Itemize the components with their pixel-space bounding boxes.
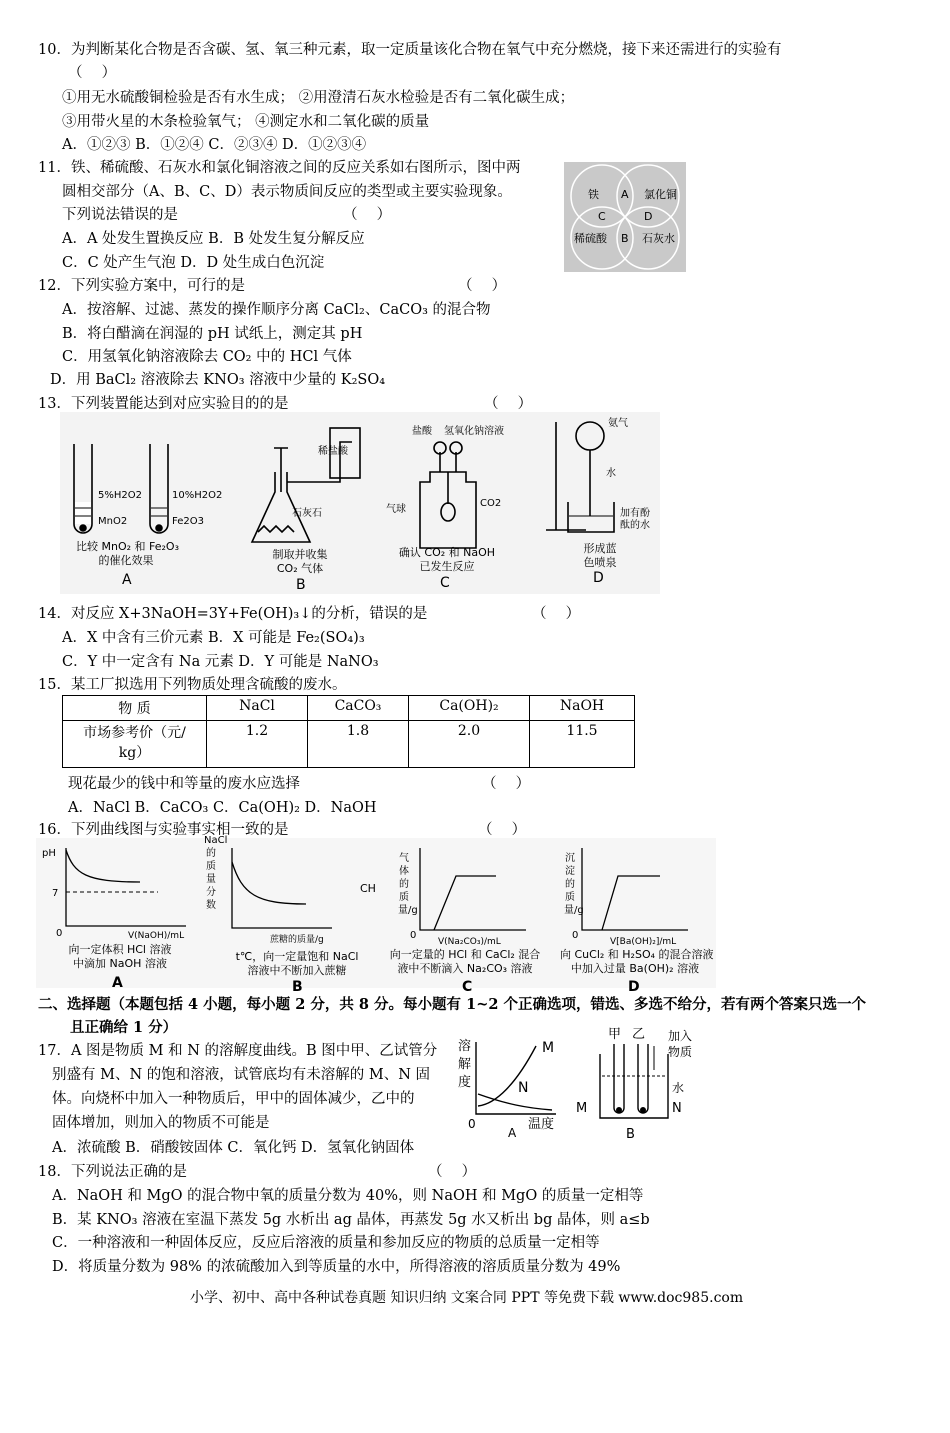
solubility-m-label: M [542, 1040, 555, 1056]
beaker-m-label: M [576, 1101, 588, 1116]
q14-stem: 14．对反应 X+3NaOH=3Y+Fe(OH)₃↓的分析，错误的是 [38, 606, 428, 622]
solubility-letter: A [508, 1126, 517, 1138]
apparatus-a-label-2: 10%H2O2 [172, 490, 223, 501]
q10-blank: （ ） [68, 65, 117, 81]
q10-stem: 10．为判断某化合物是否含碳、氢、氧三种元素，取一定质量该化合物在氧气中充分燃烧，接下来还需进行的实验有 [38, 42, 782, 58]
graph-a-y-label: pH [42, 848, 56, 859]
apparatus-c-label-1: 盐酸 [412, 426, 432, 437]
q14-options-cd: C．Y 中一定含有 Na 元素 D．Y 可能是 NaNO₃ [62, 654, 379, 670]
solubility-y-1: 溶 [458, 1039, 472, 1054]
beaker-add-label-2: 物质 [668, 1045, 693, 1059]
q10-statement-2: ③用带火星的木条检验氧气； ④测定水和二氧化碳的质量 [62, 114, 430, 130]
table-cell: 1.8 [308, 721, 409, 768]
apparatus-c-letter: C [440, 575, 450, 591]
graph-d-letter: D [628, 979, 640, 995]
table-row [63, 696, 635, 721]
q15-question: 现花最少的钱中和等量的废水应选择 [68, 776, 300, 792]
apparatus-b-label-2: 石灰石 [292, 508, 322, 519]
table-row-label: 市场参考价（元/ kg） [63, 721, 207, 768]
solubility-zero: 0 [468, 1117, 476, 1131]
apparatus-c-label-3: 气球 [386, 504, 406, 515]
q12-option-d: D．用 BaCl₂ 溶液除去 KNO₃ 溶液中少量的 K₂SO₄ [50, 372, 386, 388]
beaker-jia-label: 甲 [608, 1027, 622, 1042]
graph-a-caption: 向一定体积 HCl 溶液 中滴加 NaOH 溶液 [68, 943, 172, 970]
graph-a-zero: 0 [56, 928, 63, 939]
graph-b-y-label: NaCl 的质量分数 [204, 835, 228, 911]
apparatus-d-label-4: 酞的水 [620, 520, 650, 531]
beaker-water-label: 水 [672, 1081, 685, 1095]
q11-venn-diagram [564, 162, 686, 272]
q12-option-b: B．将白醋滴在润湿的 pH 试纸上，测定其 pH [62, 326, 363, 342]
q14-blank: （ ） [532, 606, 581, 622]
q15-options: A．NaCl B．CaCO₃ C．Ca(OH)₂ D．NaOH [68, 800, 377, 816]
graph-b-letter: B [292, 979, 303, 995]
graph-b-caption: t℃，向一定量饱和 NaCl 溶液中不断加入蔗糖 [235, 950, 359, 977]
q17-beaker-figure [574, 1026, 714, 1142]
table-header-cell: NaCl [207, 696, 308, 721]
q12-blank: （ ） [458, 278, 507, 294]
graph-c-caption: 向一定量的 HCl 和 CaCl₂ 混合 液中不断滴入 Na₂CO₃ 溶液 [389, 948, 541, 975]
graph-d-y-label: 沉淀的质量/g [564, 853, 584, 916]
graph-stray-label: CH [360, 882, 376, 895]
solubility-y-3: 度 [458, 1075, 472, 1090]
q18-option-b: B．某 KNO₃ 溶液在室温下蒸发 5g 水析出 ag 晶体，再蒸发 5g 水又析出 bg 晶体，则 a≤b [52, 1212, 650, 1228]
apparatus-b-label-1: 稀盐酸 [318, 446, 348, 457]
q13-stem: 13．下列装置能达到对应实验目的的是 [38, 396, 289, 412]
graph-a-letter: A [112, 975, 123, 991]
apparatus-a-label-3: MnO2 [98, 516, 128, 527]
q17-line-2: 别盛有 M、N 的饱和溶液，试管底均有未溶解的 M、N 固 [52, 1067, 431, 1083]
q15-blank: （ ） [482, 776, 531, 792]
q13-blank: （ ） [484, 396, 533, 412]
apparatus-a-caption: 比较 MnO₂ 和 Fe₂O₃ 的催化效果 [76, 540, 179, 567]
q16-stem: 16．下列曲线图与实验事实相一致的是 [38, 822, 289, 838]
graph-a-x-label: V(NaOH)/mL [128, 931, 185, 941]
table-row [63, 721, 635, 768]
solubility-x-label: 温度 [528, 1117, 555, 1132]
q17-line-1: 17．A 图是物质 M 和 N 的溶解度曲线。B 图中甲、乙试管分 [38, 1043, 438, 1059]
q14-options-ab: A．X 中含有三价元素 B．X 可能是 Fe₂(SO₄)₃ [62, 630, 365, 646]
section-2-heading-line-1: 二、选择题（本题包括 4 小题，每小题 2 分，共 8 分。每小题有 1~2 个正确选项，错选、多选不给分，若有两个答案只选一个 [38, 996, 866, 1013]
venn-c-label: C [598, 210, 606, 223]
graph-c-y-label: 气体的质量/g [398, 853, 418, 916]
table-cell: 11.5 [530, 721, 635, 768]
apparatus-b-letter: B [296, 577, 306, 593]
q11-line-3: 下列说法错误的是 [62, 207, 178, 223]
graph-b-x-label: 蔗糖的质量/g [270, 935, 324, 945]
apparatus-c-label-4: CO2 [480, 498, 502, 509]
table-header-cell: Ca(OH)₂ [409, 696, 530, 721]
apparatus-d-label-3: 加有酚 [620, 508, 650, 519]
q11-line-1: 11．铁、稀硫酸、石灰水和氯化铜溶液之间的反应关系如右图所示，图中两 [38, 160, 521, 176]
apparatus-c-label-2: 氢氧化钠溶液 [444, 426, 504, 437]
apparatus-d-caption: 形成蓝 色喷泉 [583, 542, 617, 569]
venn-h2so4-label: 稀硫酸 [574, 232, 607, 245]
q11-options-ab: A．A 处发生置换反应 B．B 处发生复分解反应 [62, 231, 365, 247]
q17-solubility-graph [456, 1034, 566, 1138]
graph-a-seven: 7 [52, 888, 59, 899]
graph-d-caption: 向 CuCl₂ 和 H₂SO₄ 的混合溶液 中加入过量 Ba(OH)₂ 溶液 [560, 948, 714, 975]
apparatus-d-letter: D [593, 570, 604, 586]
q12-option-c: C．用氢氧化钠溶液除去 CO₂ 中的 HCl 气体 [62, 349, 352, 365]
graph-d-x-label: V[Ba(OH)₂]/mL [610, 937, 677, 947]
q18-option-a: A．NaOH 和 MgO 的混合物中氧的质量分数为 40%，则 NaOH 和 MgO 的质量一定相等 [52, 1188, 644, 1204]
q17-line-3: 体。向烧杯中加入一种物质后，甲中的固体减少，乙中的 [52, 1091, 415, 1107]
q18-option-d: D．将质量分数为 98% 的浓硫酸加入到等质量的水中，所得溶液的溶质质量分数为 49% [52, 1259, 621, 1275]
apparatus-b-caption: 制取并收集 CO₂ 气体 [272, 548, 328, 575]
q12-option-a: A．按溶解、过滤、蒸发的操作顺序分离 CaCl₂、CaCO₃ 的混合物 [62, 302, 491, 318]
solubility-n-label: N [518, 1080, 529, 1096]
venn-iron-label: 铁 [588, 188, 599, 201]
q10-options: A．①②③ B．①②④ C．②③④ D．①②③④ [62, 137, 367, 153]
q12-stem: 12．下列实验方案中，可行的是 [38, 278, 245, 294]
venn-limewater-label: 石灰水 [642, 232, 675, 245]
graph-c-zero: 0 [410, 930, 417, 941]
q16-blank: （ ） [478, 822, 527, 838]
beaker-yi-label: 乙 [632, 1027, 646, 1042]
apparatus-a-letter: A [122, 572, 132, 588]
q15-stem: 15．某工厂拟选用下列物质处理含硫酸的废水。 [38, 677, 347, 693]
q15-price-table [62, 695, 635, 768]
venn-b-label: B [621, 232, 629, 245]
q11-options-cd: C．C 处产生气泡 D．D 处生成白色沉淀 [62, 255, 325, 271]
table-header-cell: 物 质 [63, 696, 207, 721]
apparatus-a-label-4: Fe2O3 [172, 516, 204, 527]
beaker-add-label-1: 加入 [668, 1029, 693, 1043]
q11-blank: （ ） [343, 207, 392, 223]
apparatus-d-label-1: 氨气 [608, 418, 628, 429]
q18-stem: 18．下列说法正确的是 [38, 1164, 187, 1180]
apparatus-c-caption: 确认 CO₂ 和 NaOH 已发生反应 [398, 546, 496, 573]
venn-cucl2-label: 氯化铜 [644, 188, 677, 201]
apparatus-d-label-2: 水 [606, 468, 616, 479]
q17-options: A．浓硫酸 B．硝酸铵固体 C．氧化钙 D．氢氧化钠固体 [52, 1140, 415, 1156]
venn-d-label: D [644, 210, 653, 223]
q18-blank: （ ） [428, 1164, 477, 1180]
beaker-n-label: N [672, 1101, 682, 1116]
table-cell: 2.0 [409, 721, 530, 768]
page-footer: 小学、初中、高中各种试卷真题 知识归纳 文案合同 PPT 等免费下载 www.doc985.com [190, 1290, 744, 1306]
table-header-cell: NaOH [530, 696, 635, 721]
table-cell: 1.2 [207, 721, 308, 768]
graph-c-letter: C [462, 979, 473, 995]
section-2-heading-line-2: 且正确给 1 分） [70, 1019, 178, 1036]
graph-d-zero: 0 [572, 930, 579, 941]
venn-a-label: A [621, 188, 629, 201]
beaker-letter: B [626, 1127, 635, 1142]
solubility-y-2: 解 [458, 1057, 472, 1072]
q17-line-4: 固体增加，则加入的物质不可能是 [52, 1115, 270, 1131]
q11-line-2: 圆相交部分（A、B、C、D）表示物质间反应的类型或主要实验现象。 [62, 184, 512, 200]
q18-option-c: C．一种溶液和一种固体反应，反应后溶液的质量和参加反应的物质的总质量一定相等 [52, 1235, 600, 1251]
graph-c-x-label: V(Na₂CO₃)/mL [438, 937, 501, 947]
table-header-cell: CaCO₃ [308, 696, 409, 721]
apparatus-a-label-1: 5%H2O2 [98, 490, 142, 501]
q10-statement-1: ①用无水硫酸铜检验是否有水生成； ②用澄清石灰水检验是否有二氧化碳生成； [62, 90, 575, 106]
